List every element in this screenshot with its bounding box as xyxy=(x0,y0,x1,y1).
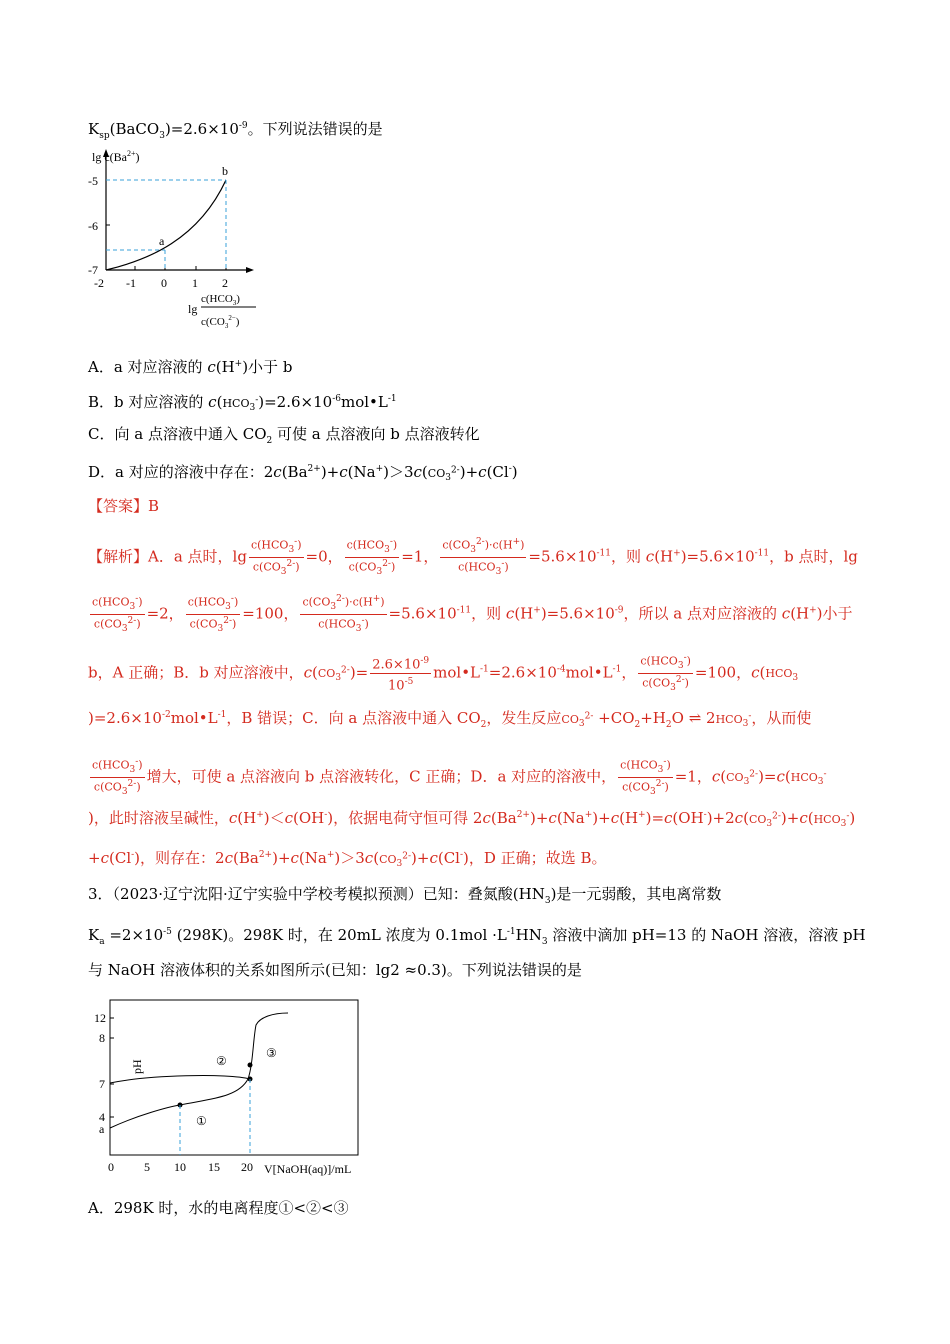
q2-option-b: B．b 对应溶液的 $c(HCO_3^-)=2.6\times 10^{-6}mol•L^{-1}$ xyxy=(88,393,397,414)
svg-text:20: 20 xyxy=(241,1160,253,1174)
ytick-7: 7 xyxy=(99,1077,105,1091)
q2-answer: 【答案】B xyxy=(88,497,160,515)
graph1-curve xyxy=(106,180,226,270)
svg-text:1: 1 xyxy=(192,276,198,290)
graph1-ylabel: $\lg c(Ba^{2+})$ xyxy=(92,149,140,164)
svg-text:a: a xyxy=(99,1122,105,1136)
q3-option-a: A．298K 时，水的电离程度①<②<③ xyxy=(88,1199,349,1217)
svg-text:-7: -7 xyxy=(88,263,98,277)
svg-text:V[NaOH(aq)]/mL: V[NaOH(aq)]/mL xyxy=(264,1162,352,1176)
ph-graph xyxy=(88,995,378,1180)
svg-text:-2: -2 xyxy=(94,276,104,290)
svg-text:③: ③ xyxy=(266,1046,277,1060)
svg-text:-1: -1 xyxy=(126,276,136,290)
analysis-line-4: )$=2.6\times 10^{-2}mol•L^{-1}$，B 错误；C．向 a 点溶液中通入 $CO_2$，发生反应$CO_3^{2-} +CO_2+H_2O$ ⇌ $2HCO_3^-$，从而使 xyxy=(88,709,812,730)
svg-text:①: ① xyxy=(196,1114,207,1128)
analysis-line-2: $\frac{c(HCO_3^-)}{c(CO_3^{2-})}$ =2， $\frac{c(HCO_3^-)}{c(CO_3^{2-})}$ =100， $\frac{c(CO_3^{2-})\cdot c(H^+)}{c(HCO_3^-)}$ $=5.6\times 10^{-11}$，则 $c(H^+)=5.6\times 10^{-9}$，所以 a 点对应溶液的 c(H+)小于 xyxy=(92,594,853,634)
svg-text:-6: -6 xyxy=(88,219,98,233)
svg-text:c(HCO3): $c(HCO_3)$ xyxy=(201,293,240,307)
svg-text:pH: pH xyxy=(130,1059,144,1074)
analysis-line-1: 【解析】A．a 点时，lg $\frac{c(HCO_3^-)}{c(CO_3^{2-})}$ =0， $\frac{c(HCO_3^-)}{c(CO_3^{2-})}$ =1， $\frac{c(CO_3^{2-})\cdot c(H^+)}{c(HCO_3^-)}$ $=5.6\times 10^{-11}$，则 $c(H^+)=5.6\times 10^{-11}$，b 点时，lg xyxy=(88,537,858,577)
svg-text:b: b xyxy=(222,164,228,178)
svg-text:8: 8 xyxy=(99,1031,105,1045)
q2-option-a: A．a 对应溶液的 c(H+)小于 b xyxy=(88,358,293,376)
analysis-line-6: )，此时溶液呈碱性，c(H+)＜c(OH-)，依据电荷守恒可得 $2c(Ba^{2+})+c(Na^+)+c(H^+)=c(OH^-)+2c(CO_3^{2-})+c(HCO_3^-)$ xyxy=(88,809,856,830)
svg-text:2: 2 xyxy=(222,276,228,290)
svg-text:-5: -5 xyxy=(88,174,98,188)
q2-option-c: C．向 a 点溶液中通入 $CO_2$ 可使 a 点溶液向 b 点溶液转化 xyxy=(88,425,480,446)
svg-text:②: ② xyxy=(216,1054,227,1068)
svg-text:c(CO32−): $c(CO_3^{2-})$ xyxy=(201,314,240,330)
svg-text:5: 5 xyxy=(144,1160,150,1174)
svg-text:0: 0 xyxy=(108,1160,114,1174)
svg-text:a: a xyxy=(159,234,165,248)
svg-text:15: 15 xyxy=(208,1160,220,1174)
svg-text:12: 12 xyxy=(94,1011,106,1025)
q3-stem-1: 3．（2023·辽宁沈阳·辽宁实验中学校考模拟预测）已知：叠氮酸$(HN_3)$是一元弱酸，其电离常数 xyxy=(88,885,722,906)
analysis-line-7: +c(Cl-)，则存在：$2c(Ba^{2+})+c(Na^+)>3c(CO_3^{2-})+c(Cl^-)$，D 正确；故选 B。 xyxy=(88,849,607,870)
q3-stem-3: 与 NaOH 溶液体积的关系如图所示(已知：lg2 ≈0.3)。下列说法错误的是 xyxy=(88,961,582,979)
svg-text:lg: lg xyxy=(188,302,198,316)
ksp-graph xyxy=(88,145,278,335)
svg-text:0: 0 xyxy=(161,276,167,290)
svg-text:10: 10 xyxy=(174,1160,186,1174)
q3-stem-2: $K_a =2\times 10^{-5}$ (298K)。298K 时，在 20mL 浓度为 $0.1mol \cdot L^{-1}HN_3$ 溶液中滴加 pH=13 的 NaOH 溶液，溶液 pH xyxy=(88,926,866,947)
analysis-line-3: b，A 正确；B．b 对应溶液中，$c(CO_3^{2-})=$ $\frac{2.6\times 10^{-9}}{10^{-5}}$ $mol•L^{-1}=2.6\times 10^{-4}mol•L^{-1}$， $\frac{c(HCO_3^-)}{c(CO_3^{2-})}$ =100，$c(HCO_3$ xyxy=(88,653,799,694)
q2-stem: $K_{sp}(BaCO_3)=2.6\times 10^{-9}$。下列说法错误的是 xyxy=(88,120,383,141)
analysis-line-5: $\frac{c(HCO_3^-)}{c(CO_3^{2-})}$ 增大，可使 a 点溶液向 b 点溶液转化，C 正确；D．a 对应的溶液中， $\frac{c(HCO_3^-)}{c(CO_3^{2-})}$ =1，$c(CO_3^{2-})=c(HCO_3^-$ xyxy=(92,757,827,797)
svg-text:4: 4 xyxy=(99,1110,105,1124)
q2-option-d: D．a 对应的溶液中存在：$2c(Ba^{2+})+c(Na^+)>3c(CO_3^{2-})+c(Cl^-)$ xyxy=(88,463,518,484)
